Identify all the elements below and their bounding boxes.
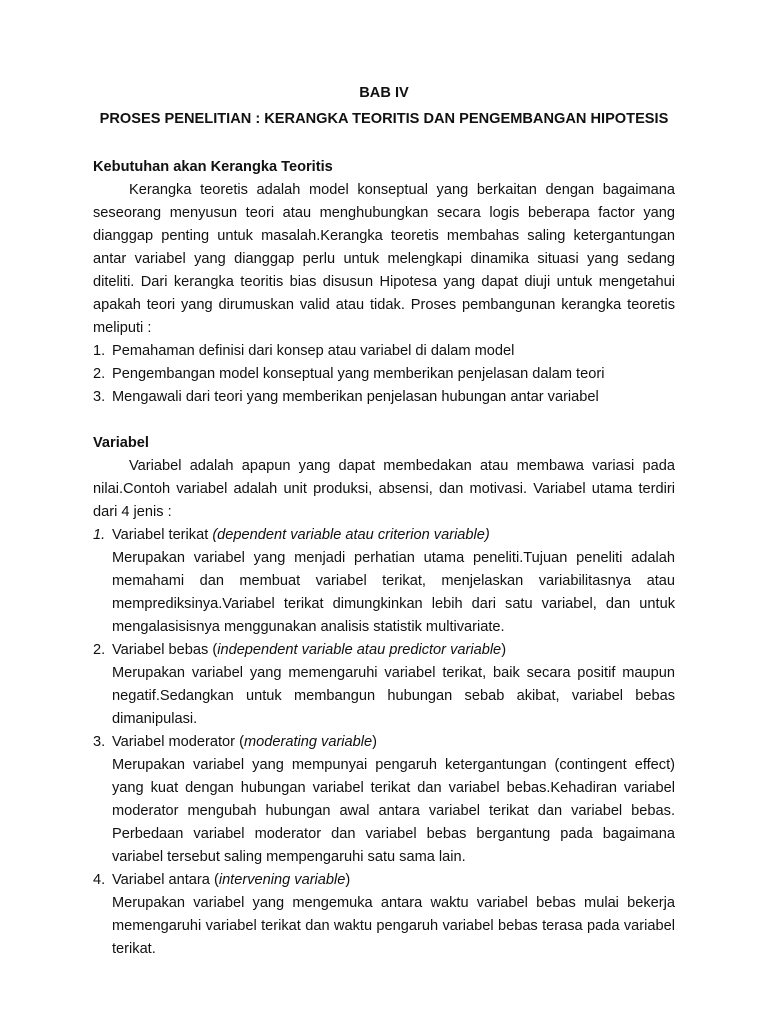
list-item-title <box>112 869 675 892</box>
term-open: ( <box>239 734 244 750</box>
list-number: 3. <box>93 734 106 750</box>
list-text: Mengawali dari teori yang memberikan penjelasan hubungan antar variabel <box>112 389 599 405</box>
section-heading-kerangka: Kebutuhan akan Kerangka Teoritis <box>93 159 333 175</box>
list-text: Pengembangan model konseptual yang memberikan penjelasan dalam teori <box>112 366 605 382</box>
variable-name: Variabel bebas <box>112 642 213 658</box>
list-number: 3. <box>93 389 106 405</box>
variable-name: Variabel moderator <box>112 734 240 750</box>
term-close: ) <box>501 642 507 658</box>
list-item <box>93 869 675 961</box>
variable-term: moderating variable <box>243 734 373 750</box>
list-number: 1. <box>93 527 106 543</box>
variable-term: intervening variable <box>218 872 346 888</box>
variable-term: independent variable atau predictor variable <box>217 642 502 658</box>
paragraph-variabel: Variabel adalah apapun yang dapat membedakan atau membawa variasi pada nilai.Contoh variabel adalah unit produksi, absensi, dan motivasi. Variabel utama terdiri dari 4 jenis : <box>93 458 675 520</box>
term-close: ) <box>372 734 378 750</box>
list-number: 2. <box>93 366 106 382</box>
list-number: 4. <box>93 872 106 888</box>
chapter-label: BAB IV <box>359 85 409 101</box>
list-text: Pemahaman definisi dari konsep atau variabel di dalam model <box>112 343 515 359</box>
variable-description: Merupakan variabel yang memengaruhi variabel terikat, baik secara positif maupun negatif.Sedangkan untuk membangun hubungan sebab akibat, variabel bebas dimanipulasi. <box>112 665 675 727</box>
variable-types-list <box>93 524 675 961</box>
variable-name: Variabel terikat <box>112 527 213 543</box>
list-item-title <box>112 524 675 547</box>
section-heading-variabel: Variabel <box>93 435 149 451</box>
list-item <box>93 340 675 363</box>
list-item <box>93 386 675 409</box>
list-item <box>93 363 675 386</box>
document-title: PROSES PENELITIAN : KERANGKA TEORITIS DAN PENGEMBANGAN HIPOTESIS <box>99 111 669 127</box>
list-number: 1. <box>93 343 106 359</box>
list-item <box>93 639 675 731</box>
list-item-title <box>112 639 675 662</box>
list-number: 2. <box>93 642 106 658</box>
variable-description: Merupakan variabel yang menjadi perhatian utama peneliti.Tujuan peneliti adalah memahami dan membuat variabel terikat, menjelaskan variabilitasnya atau memprediksinya.Variabel terikat dimungkinkan lebih dari satu variabel, dan untuk mengalasisisnya menggunakan analisis statistik multivariate. <box>112 550 675 635</box>
term-open: ( <box>212 642 218 658</box>
variable-name: Variabel antara <box>112 872 214 888</box>
variable-description: Merupakan variabel yang mengemuka antara waktu variabel bebas mulai bekerja memengaruhi variabel terikat dan waktu pengaruh variabel bebas terasa pada variabel terikat. <box>112 895 675 957</box>
list-item <box>93 731 675 869</box>
paragraph-kerangka: Kerangka teoretis adalah model konseptual yang berkaitan dengan bagaimana seseorang menyusun teori atau menghubungkan secara logis beberapa factor yang dianggap penting untuk masalah.Kerangka teoretis membahas saling ketergantungan antar variabel yang dianggap perlu untuk melengkapi dinamika situasi yang sedang diteliti. Dari kerangka teoritis bias disusun Hipotesa yang dapat diuji untuk mengetahui apakah teori yang dirumuskan valid atau tidak. Proses pembangunan kerangka teoretis meliputi : <box>93 182 675 336</box>
document-page <box>93 82 675 961</box>
term-open: ( <box>213 872 219 888</box>
term-close: ) <box>345 872 351 888</box>
list-item <box>93 524 675 639</box>
list-item-title <box>112 731 675 754</box>
process-steps-list <box>93 340 675 409</box>
variable-description: Merupakan variabel yang mempunyai pengaruh ketergantungan (contingent effect) yang kuat dengan hubungan variabel terikat dan variabel bebas.Kehadiran variabel moderator mengubah hubungan awal antara variabel terikat dan variabel bebas. Perbedaan variabel moderator dan variabel bebas bergantung pada bagaimana variabel tersebut saling mempengaruhi satu sama lain. <box>112 757 675 865</box>
variable-term: (dependent variable atau criterion variable) <box>212 527 490 543</box>
